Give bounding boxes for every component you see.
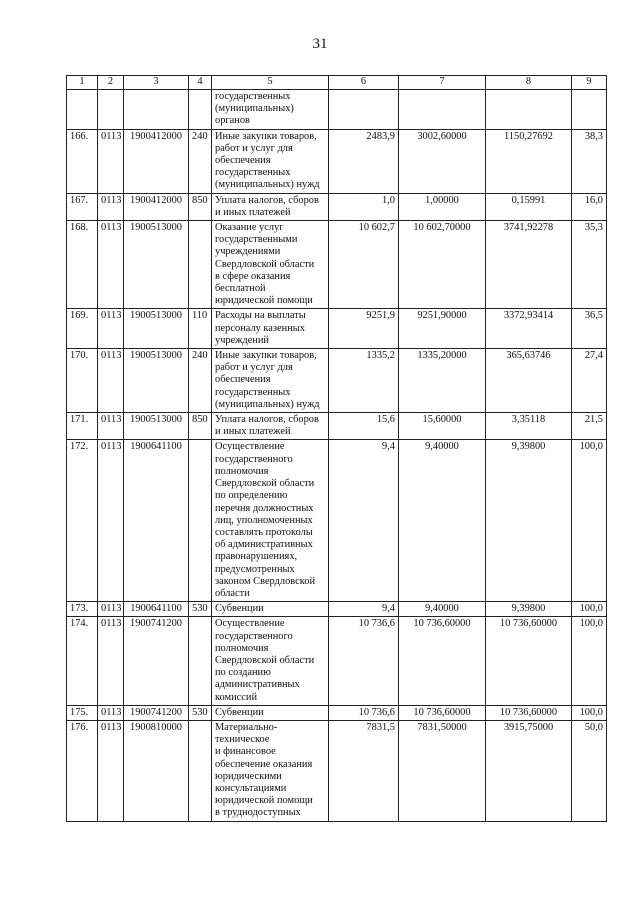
col-header: 9: [572, 76, 607, 90]
adjusted-amount: 1,00000: [399, 193, 486, 220]
table-row: [67, 221, 607, 309]
row-number: 172.: [67, 440, 98, 602]
expense-type-code: 110: [189, 309, 212, 349]
row-number: 166.: [67, 129, 98, 193]
execution-percent: 50,0: [572, 720, 607, 821]
expense-type-code: [189, 90, 212, 130]
table-row: [67, 720, 607, 821]
target-article-code: 1900741200: [124, 705, 189, 720]
expense-type-code: [189, 617, 212, 705]
executed-amount: 9,39800: [486, 602, 572, 617]
expense-name: Материально- техническое и финансовое обеспечение оказания юридическими консультациями юридической помощи в труднодоступных: [212, 720, 329, 821]
execution-percent: 27,4: [572, 349, 607, 413]
section-code: 0113: [98, 309, 124, 349]
adjusted-amount: 9251,90000: [399, 309, 486, 349]
table-row: [67, 193, 607, 220]
planned-amount: 9,4: [329, 602, 399, 617]
execution-percent: 16,0: [572, 193, 607, 220]
col-header: 2: [98, 76, 124, 90]
planned-amount: 10 736,6: [329, 705, 399, 720]
executed-amount: 3,35118: [486, 413, 572, 440]
planned-amount: 10 602,7: [329, 221, 399, 309]
budget-table: [66, 75, 607, 822]
table-row: [67, 309, 607, 349]
expense-type-code: 850: [189, 193, 212, 220]
executed-amount: [486, 90, 572, 130]
row-number: [67, 90, 98, 130]
section-code: 0113: [98, 129, 124, 193]
table-row: [67, 602, 607, 617]
expense-name: Субвенции: [212, 705, 329, 720]
target-article-code: 1900412000: [124, 129, 189, 193]
executed-amount: 3372,93414: [486, 309, 572, 349]
table-row: [67, 129, 607, 193]
execution-percent: 100,0: [572, 617, 607, 705]
execution-percent: 21,5: [572, 413, 607, 440]
col-header: 7: [399, 76, 486, 90]
row-number: 170.: [67, 349, 98, 413]
target-article-code: 1900513000: [124, 349, 189, 413]
row-number: 173.: [67, 602, 98, 617]
table-row: [67, 90, 607, 130]
section-code: [98, 90, 124, 130]
expense-type-code: 530: [189, 705, 212, 720]
row-number: 168.: [67, 221, 98, 309]
target-article-code: 1900513000: [124, 221, 189, 309]
target-article-code: [124, 90, 189, 130]
section-code: 0113: [98, 720, 124, 821]
planned-amount: [329, 90, 399, 130]
table-row: [67, 705, 607, 720]
target-article-code: 1900810000: [124, 720, 189, 821]
expense-name: Иные закупки товаров, работ и услуг для обеспечения государственных (муниципальных) нужд: [212, 349, 329, 413]
execution-percent: 100,0: [572, 440, 607, 602]
table-row: [67, 617, 607, 705]
col-header: 6: [329, 76, 399, 90]
execution-percent: 35,3: [572, 221, 607, 309]
header-row: [67, 76, 607, 90]
planned-amount: 9251,9: [329, 309, 399, 349]
expense-name: Осуществление государственного полномочия Свердловской области по определению перечня должностных лиц, уполномоченных составлять протоколы об административных правонарушениях, предусмотренных законом Свердловской области: [212, 440, 329, 602]
col-header: 1: [67, 76, 98, 90]
expense-name: Осуществление государственного полномочия Свердловской области по созданию административных комиссий: [212, 617, 329, 705]
row-number: 174.: [67, 617, 98, 705]
col-header: 4: [189, 76, 212, 90]
row-number: 167.: [67, 193, 98, 220]
execution-percent: 38,3: [572, 129, 607, 193]
target-article-code: 1900641100: [124, 440, 189, 602]
executed-amount: 0,15991: [486, 193, 572, 220]
planned-amount: 7831,5: [329, 720, 399, 821]
target-article-code: 1900741200: [124, 617, 189, 705]
planned-amount: 2483,9: [329, 129, 399, 193]
section-code: 0113: [98, 602, 124, 617]
target-article-code: 1900513000: [124, 309, 189, 349]
adjusted-amount: 10 736,60000: [399, 617, 486, 705]
expense-name: Уплата налогов, сборов и иных платежей: [212, 193, 329, 220]
planned-amount: 15,6: [329, 413, 399, 440]
expense-name: государственных (муниципальных) органов: [212, 90, 329, 130]
adjusted-amount: 1335,20000: [399, 349, 486, 413]
expense-type-code: [189, 440, 212, 602]
section-code: 0113: [98, 413, 124, 440]
row-number: 171.: [67, 413, 98, 440]
row-number: 175.: [67, 705, 98, 720]
execution-percent: [572, 90, 607, 130]
execution-percent: 36,5: [572, 309, 607, 349]
expense-name: Уплата налогов, сборов и иных платежей: [212, 413, 329, 440]
col-header: 5: [212, 76, 329, 90]
row-number: 176.: [67, 720, 98, 821]
section-code: 0113: [98, 349, 124, 413]
executed-amount: 9,39800: [486, 440, 572, 602]
section-code: 0113: [98, 440, 124, 602]
target-article-code: 1900513000: [124, 413, 189, 440]
executed-amount: 3741,92278: [486, 221, 572, 309]
table-row: [67, 349, 607, 413]
page-number: 31: [312, 36, 328, 52]
planned-amount: 10 736,6: [329, 617, 399, 705]
expense-name: Субвенции: [212, 602, 329, 617]
row-number: 169.: [67, 309, 98, 349]
planned-amount: 1335,2: [329, 349, 399, 413]
expense-type-code: [189, 720, 212, 821]
adjusted-amount: 9,40000: [399, 602, 486, 617]
target-article-code: 1900641100: [124, 602, 189, 617]
executed-amount: 3915,75000: [486, 720, 572, 821]
expense-type-code: [189, 221, 212, 309]
executed-amount: 365,63746: [486, 349, 572, 413]
expense-type-code: 240: [189, 129, 212, 193]
execution-percent: 100,0: [572, 602, 607, 617]
section-code: 0113: [98, 617, 124, 705]
section-code: 0113: [98, 705, 124, 720]
executed-amount: 10 736,60000: [486, 705, 572, 720]
section-code: 0113: [98, 221, 124, 309]
target-article-code: 1900412000: [124, 193, 189, 220]
adjusted-amount: [399, 90, 486, 130]
expense-name: Оказание услуг государственными учреждениями Свердловской области в сфере оказания бесплатной юридической помощи: [212, 221, 329, 309]
execution-percent: 100,0: [572, 705, 607, 720]
adjusted-amount: 3002,60000: [399, 129, 486, 193]
adjusted-amount: 15,60000: [399, 413, 486, 440]
expense-name: Расходы на выплаты персоналу казенных учреждений: [212, 309, 329, 349]
expense-type-code: 240: [189, 349, 212, 413]
adjusted-amount: 9,40000: [399, 440, 486, 602]
executed-amount: 1150,27692: [486, 129, 572, 193]
table-row: [67, 413, 607, 440]
table-row: [67, 440, 607, 602]
col-header: 8: [486, 76, 572, 90]
adjusted-amount: 10 602,70000: [399, 221, 486, 309]
expense-type-code: 530: [189, 602, 212, 617]
executed-amount: 10 736,60000: [486, 617, 572, 705]
col-header: 3: [124, 76, 189, 90]
planned-amount: 9,4: [329, 440, 399, 602]
planned-amount: 1,0: [329, 193, 399, 220]
adjusted-amount: 7831,50000: [399, 720, 486, 821]
expense-type-code: 850: [189, 413, 212, 440]
expense-name: Иные закупки товаров, работ и услуг для обеспечения государственных (муниципальных) нужд: [212, 129, 329, 193]
section-code: 0113: [98, 193, 124, 220]
adjusted-amount: 10 736,60000: [399, 705, 486, 720]
